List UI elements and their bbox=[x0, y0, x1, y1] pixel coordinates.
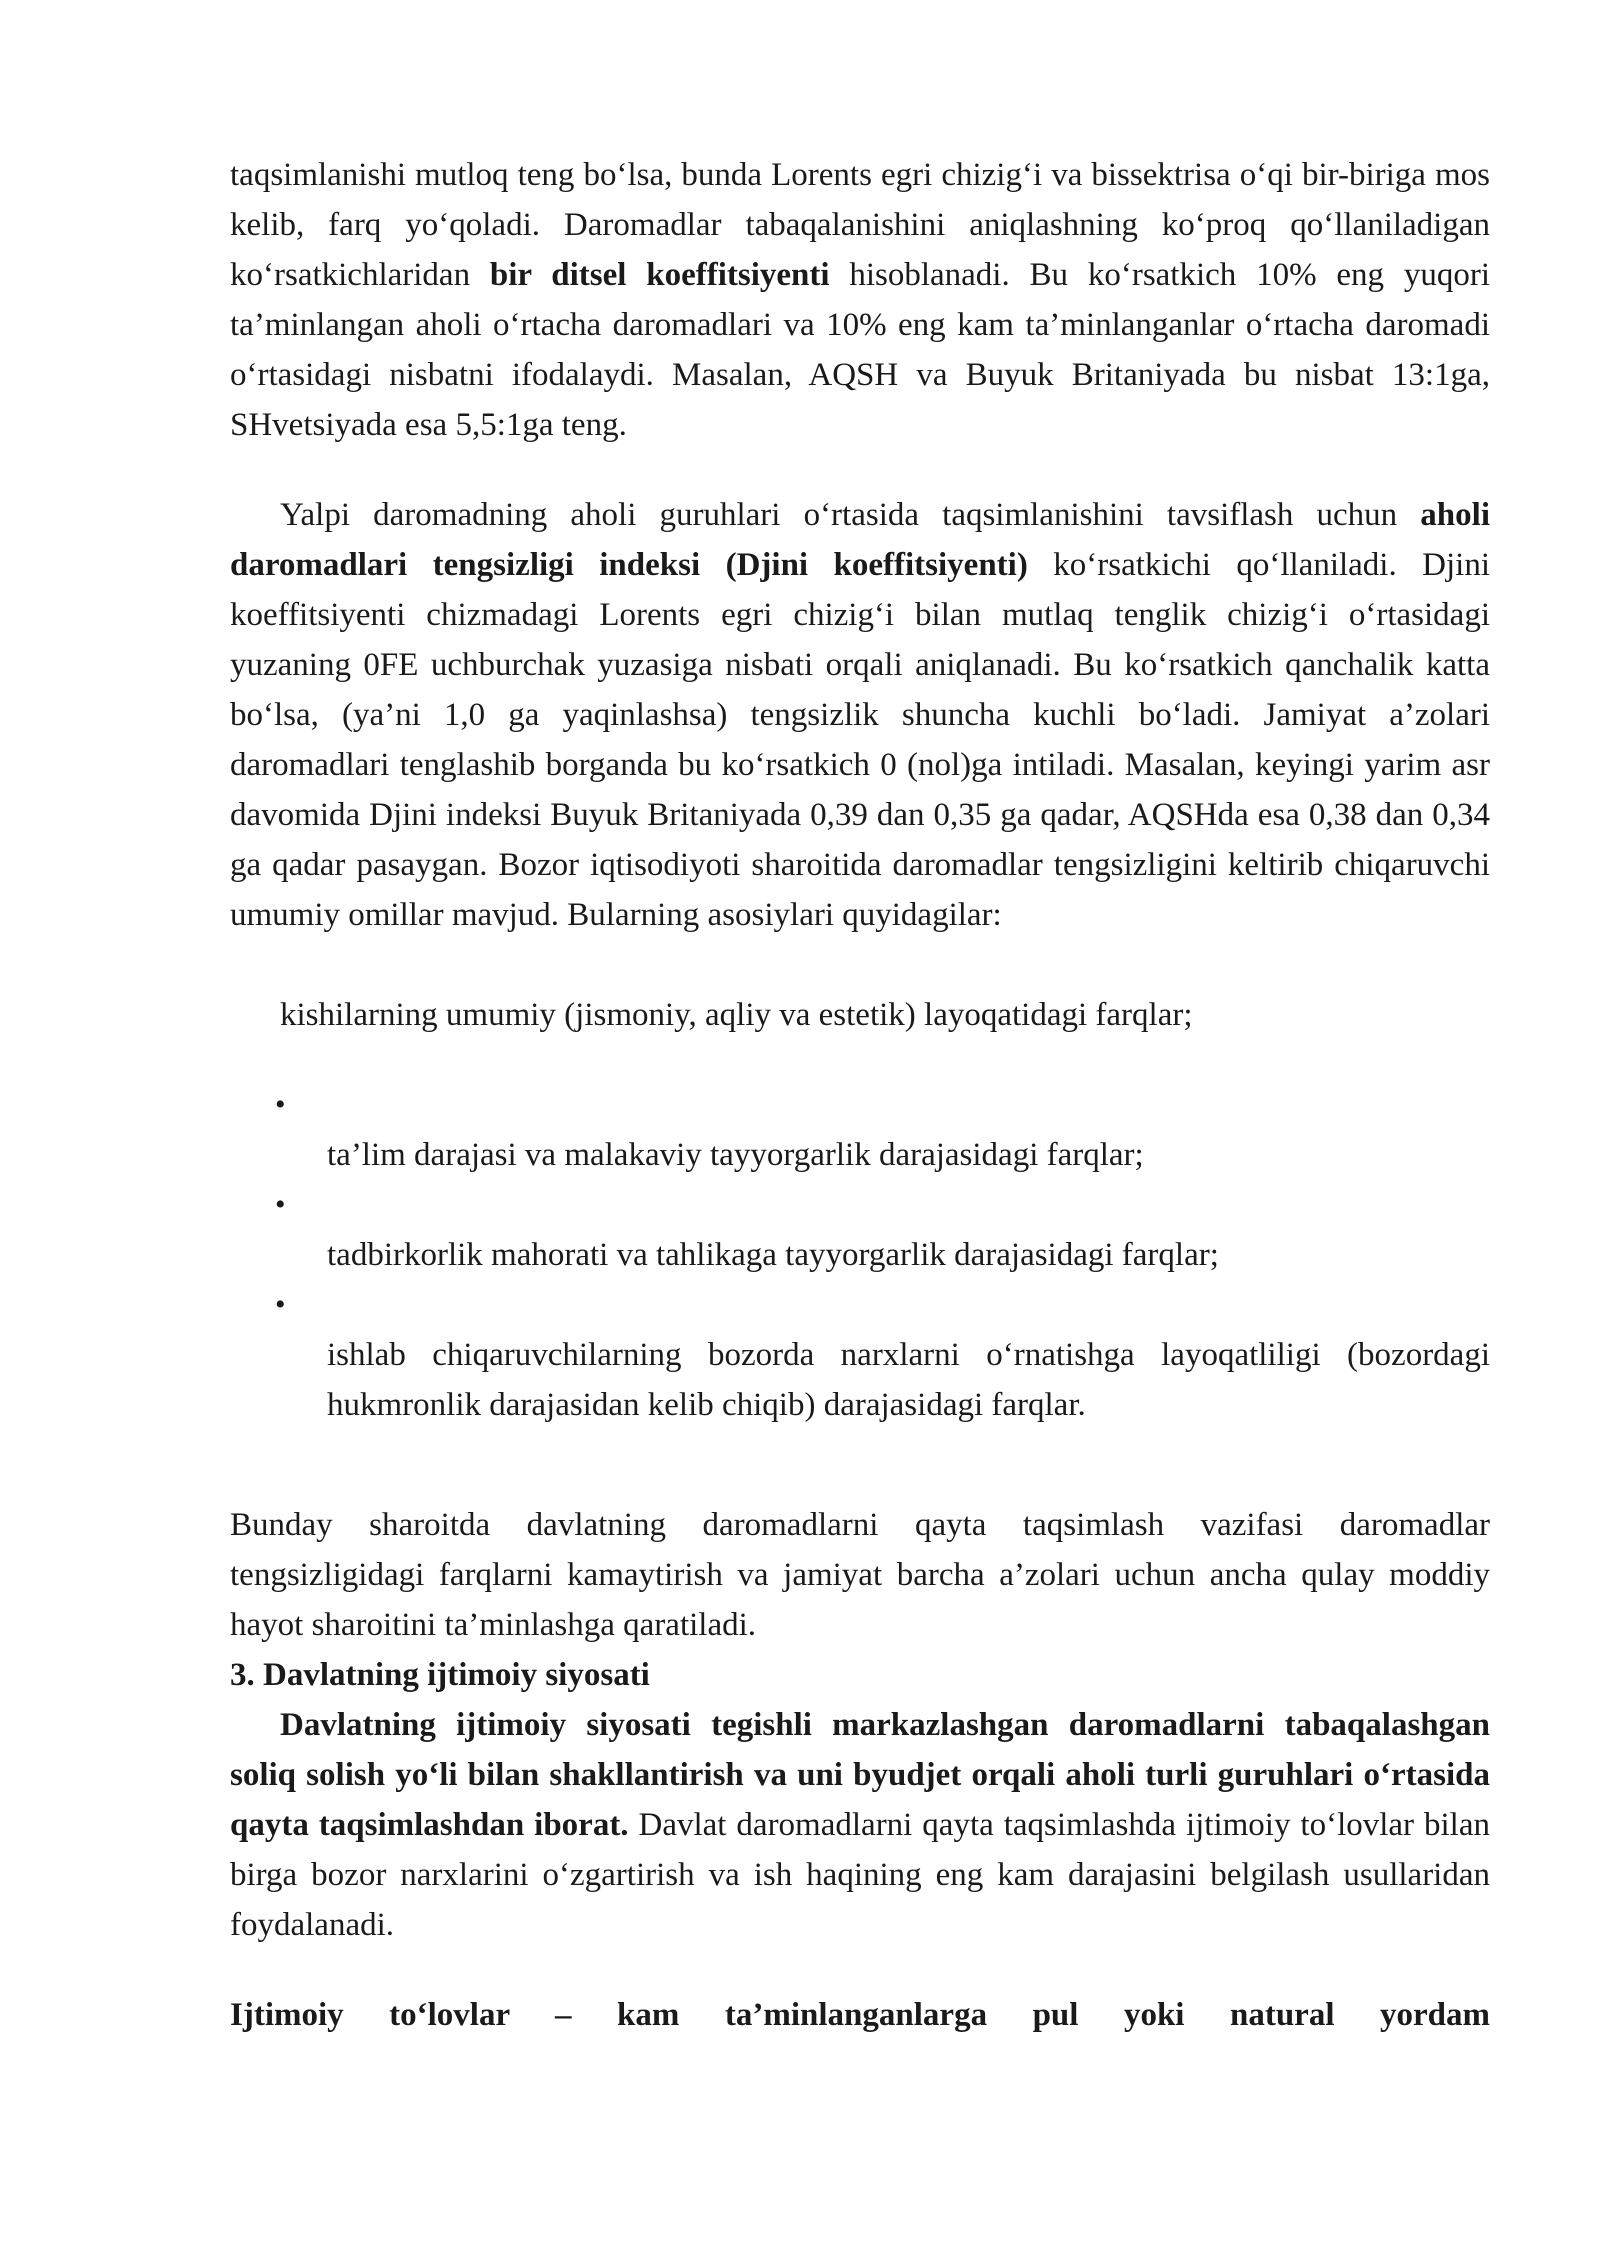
paragraph-text: hisoblanadi. Bu ko‘rsatkich 10% eng yuqori ta’minlangan aholi o‘rtacha daromadlari va 10% eng kam ta’minlanganlar o‘rtacha daromadi o‘rtasidagi nisbatni ifodalaydi. Masalan, AQSH va Buyuk Britaniyada bu nisbat 13:1ga, SHvetsiyada esa 5,5:1ga teng. bbox=[230, 257, 1490, 443]
bullet-icon: • bbox=[275, 1188, 286, 1221]
list-item bbox=[230, 1080, 1490, 1180]
bullet-icon: • bbox=[275, 1088, 286, 1121]
section-heading: 3. Davlatning ijtimoiy siyosati bbox=[230, 1657, 650, 1693]
paragraph-decile-coefficient bbox=[230, 150, 1490, 450]
paragraph-redistribution: Bunday sharoitda davlatning daromadlarni qayta taqsimlash vazifasi daromadlar tengsizligidagi farqlarni kamaytirish va jamiyat barcha a’zolari uchun ancha qulay moddiy hayot sharoitini ta’minlashga qaratiladi. bbox=[230, 1507, 1490, 1643]
term-decile-coefficient: bir ditsel koeffitsiyenti bbox=[489, 257, 830, 293]
list-item bbox=[230, 1180, 1490, 1280]
list-intro-item: kishilarning umumiy (jismoniy, aqliy va estetik) layoqatidagi farqlar; bbox=[280, 997, 1193, 1033]
list-item-text: ishlab chiqaruvchilarning bozorda narxlarni o‘rnatishga layoqatliligi (bozordagi hukmronlik darajasidan kelib chiqib) darajasidagi farqlar. bbox=[327, 1337, 1490, 1423]
list-item bbox=[230, 1280, 1490, 1430]
paragraph-social-policy bbox=[230, 1700, 1490, 1950]
paragraph-text: Davlat daromadlarni qayta taqsimlashda ijtimoiy to‘lovlar bilan birga bozor narxlarini o‘zgartirish va ish haqining eng kam darajasini belgilash usullaridan foydalanadi. bbox=[230, 1807, 1490, 1943]
list-item-text: tadbirkorlik mahorati va tahlikaga tayyorgarlik darajasidagi farqlar; bbox=[327, 1237, 1219, 1273]
term-social-policy: Davlatning ijtimoiy siyosati tegishli markazlashgan daromadlarni tabaqalashgan soliq solish yo‘li bilan shakllantirish va uni byudjet orqali aholi turli guruhlari o‘rtasida qayta taqsimlashdan iborat. bbox=[230, 1707, 1490, 1843]
term-social-payments: Ijtimoiy to‘lovlar – kam ta’minlanganlarga pul yoki natural yordam bbox=[230, 1997, 1490, 2033]
paragraph-text: Yalpi daromadning aholi guruhlari o‘rtasida taqsimlanishini tavsiflash uchun bbox=[280, 497, 1421, 533]
paragraph-gini-coefficient bbox=[230, 490, 1490, 940]
bullet-icon: • bbox=[275, 1288, 286, 1321]
document-page bbox=[230, 150, 1490, 2040]
term-gini-index: aholi daromadlari tengsizligi indeksi (Djini koeffitsiyenti) bbox=[230, 497, 1490, 583]
paragraph-text: taqsimlanishi mutloq teng bo‘lsa, bunda Lorents egri chizig‘i va bissektrisa o‘qi bir-biriga mos kelib, farq yo‘qoladi. Daromadlar tabaqalanishini aniqlashning ko‘proq qo‘llaniladigan ko‘rsatkichlaridan bbox=[230, 157, 1490, 293]
paragraph-text: ko‘rsatkichi qo‘llaniladi. Djini koeffitsiyenti chizmadagi Lorents egri chizig‘i bilan mutlaq tenglik chizig‘i o‘rtasidagi yuzaning 0FE uchburchak yuzasiga nisbati orqali aniqlanadi. Bu ko‘rsatkich qanchalik katta bo‘lsa, (ya’ni 1,0 ga yaqinlashsa) tengsizlik shuncha kuchli bo‘ladi. Jamiyat a’zolari daromadlari tenglashib borganda bu ko‘rsatkich 0 (nol)ga intiladi. Masalan, keyingi yarim asr davomida Djini indeksi Buyuk Britaniyada 0,39 dan 0,35 ga qadar, AQSHda esa 0,38 dan 0,34 ga qadar pasaygan. Bozor iqtisodiyoti sharoitida daromadlar tengsizligini keltirib chiqaruvchi umumiy omillar mavjud. Bularning asosiylari quyidagilar: bbox=[230, 547, 1491, 933]
paragraph-social-payments bbox=[230, 1990, 1490, 2040]
list-item-text: ta’lim darajasi va malakaviy tayyorgarlik darajasidagi farqlar; bbox=[327, 1137, 1144, 1173]
